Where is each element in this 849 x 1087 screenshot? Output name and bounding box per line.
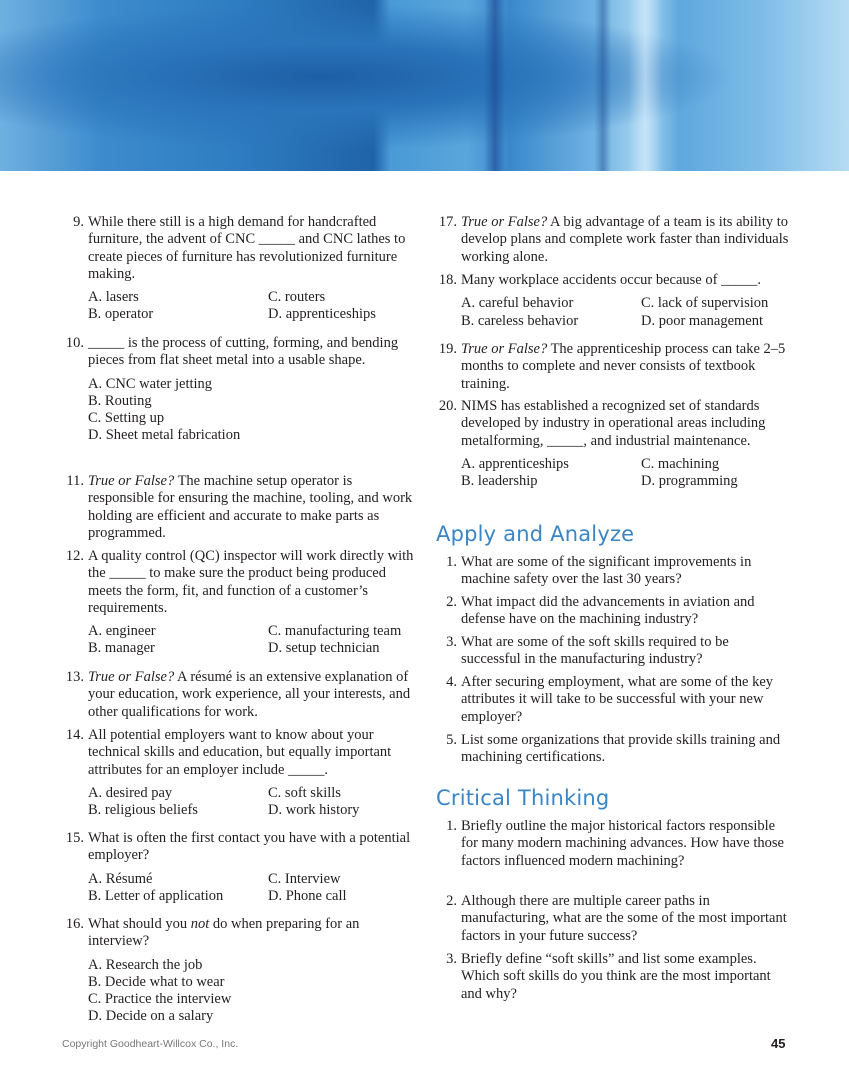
question-item — [446, 732, 791, 767]
question-text-segment: Although there are multiple career paths in manufacturing, what are the some of the most important factors in your future success? — [461, 893, 787, 944]
answer-option: A. apprenticeships — [461, 455, 569, 472]
answer-option: B. operator — [88, 306, 154, 323]
answer-option: C. Interview — [268, 870, 341, 887]
question-number: 5. — [446, 732, 457, 748]
question-text-segment: A quality control (QC) inspector will work directly with the _____ to make sure the product being produced meets the form, fit, and function of a customer’s requirements. — [88, 548, 414, 616]
question-number: 4. — [446, 674, 457, 690]
answer-option: A. engineer — [88, 623, 156, 640]
question-text-segment: True or False? — [461, 341, 548, 357]
question-text-segment: What are some of the soft skills required to be successful in the manufacturing industry? — [461, 634, 729, 668]
question-text-segment: What impact did the advancements in aviation and defense have on the machining industry? — [461, 594, 755, 628]
question-number: 9. — [73, 214, 84, 230]
question-text — [88, 335, 418, 370]
question-item — [438, 341, 791, 393]
question-number: 2. — [446, 893, 457, 909]
question-text-segment: After securing employment, what are some of the key attributes it will take to be successful with your new employer? — [461, 674, 774, 725]
critical-thinking-heading: Critical Thinking — [436, 786, 610, 810]
question-item — [446, 554, 791, 589]
answer-option: D. work history — [268, 802, 360, 819]
answer-options — [88, 871, 418, 906]
question-item — [73, 214, 418, 324]
answer-options — [461, 295, 791, 330]
question-number: 18. — [438, 272, 457, 288]
question-text-segment: _____ is the process of cutting, forming, and bending pieces from flat sheet metal into a usable shape. — [88, 335, 399, 369]
answer-option: B. careless behavior — [461, 312, 579, 329]
question-text — [88, 548, 418, 617]
question-item — [446, 818, 791, 870]
question-item — [446, 594, 791, 629]
question-text-segment: True or False? — [88, 473, 175, 489]
question-number: 12. — [65, 548, 84, 564]
header-banner-image — [0, 0, 849, 171]
question-text-segment: True or False? — [88, 669, 175, 685]
question-text-segment: What should you — [88, 916, 191, 932]
question-text-segment: do when preparing for an interview? — [88, 916, 360, 950]
question-number: 15. — [65, 830, 84, 846]
answer-options — [88, 785, 418, 820]
question-text-segment: NIMS has established a recognized set of standards developed by industry in operational areas including metalforming, _____, and industrial maintenance. — [461, 398, 766, 449]
question-text-segment: Many workplace accidents occur because of _____. — [461, 272, 761, 288]
answer-options — [461, 456, 791, 491]
question-item — [65, 916, 418, 1026]
answer-options — [88, 957, 418, 1026]
question-text — [461, 818, 791, 870]
answer-option: C. Practice the interview — [88, 991, 232, 1008]
question-item — [446, 951, 791, 1003]
question-text — [461, 554, 791, 589]
answer-option: C. Setting up — [88, 410, 165, 427]
question-text-segment: While there still is a high demand for handcrafted furniture, the advent of CNC _____ and CNC lathes to create pieces of furniture has revolutionized furniture making. — [88, 214, 406, 282]
question-text-segment: Briefly define “soft skills” and list some examples. Which soft skills do you think are the most important and why? — [461, 951, 771, 1002]
question-text-segment: A résumé is an extensive explanation of your education, work experience, all your interests, and other qualifications for work. — [88, 669, 411, 720]
question-number: 20. — [438, 398, 457, 414]
answer-options — [88, 376, 418, 445]
question-item — [65, 830, 418, 905]
question-text — [461, 893, 791, 945]
answer-option: D. setup technician — [268, 640, 380, 657]
question-item — [65, 669, 418, 721]
question-text — [461, 398, 791, 450]
question-text — [88, 214, 418, 283]
answer-option: B. religious beliefs — [88, 802, 198, 819]
question-item — [446, 634, 791, 669]
answer-option: A. CNC water jetting — [88, 375, 213, 392]
question-text-segment: True or False? — [461, 214, 548, 230]
question-number: 17. — [438, 214, 457, 230]
question-item — [65, 727, 418, 819]
answer-option: A. Résumé — [88, 870, 153, 887]
answer-option: B. leadership — [461, 473, 538, 490]
answer-option: C. manufacturing team — [268, 623, 402, 640]
question-number: 1. — [446, 554, 457, 570]
answer-option: C. lack of supervision — [641, 295, 769, 312]
answer-option: B. Routing — [88, 392, 152, 409]
question-text — [88, 830, 418, 865]
question-text — [461, 732, 791, 767]
question-number: 1. — [446, 818, 457, 834]
question-item — [65, 548, 418, 658]
question-text — [461, 341, 791, 393]
question-text — [88, 916, 418, 951]
question-item — [438, 398, 791, 490]
question-text-segment: What is often the first contact you have with a potential employer? — [88, 830, 411, 864]
question-text-segment: not — [190, 916, 210, 932]
answer-option: C. routers — [268, 289, 326, 306]
question-text — [88, 473, 418, 542]
question-text — [88, 669, 418, 721]
answer-option: D. programming — [641, 473, 738, 490]
question-text-segment: List some organizations that provide skills training and machining certifications. — [461, 732, 781, 766]
question-text-segment: All potential employers want to know about your technical skills and education, but equally important attributes for an employer include _____. — [88, 727, 392, 778]
answer-option: B. Decide what to wear — [88, 973, 225, 990]
question-item — [65, 335, 418, 445]
question-item — [446, 893, 791, 945]
question-number: 10. — [65, 335, 84, 351]
question-number: 13. — [65, 669, 84, 685]
answer-option: D. apprenticeships — [268, 306, 376, 323]
question-text-segment: The apprenticeship process can take 2–5 months to complete and never consists of textbook training. — [461, 341, 786, 392]
question-text — [461, 674, 791, 726]
question-text-segment: A big advantage of a team is its ability to develop plans and complete work faster than individuals working alone. — [461, 214, 789, 265]
question-item — [446, 674, 791, 726]
question-text-segment: Briefly outline the major historical factors responsible for many modern machining advances. How have those factors influenced modern machining? — [461, 818, 784, 869]
answer-option: A. careful behavior — [461, 295, 574, 312]
copyright-notice: Copyright Goodheart-Willcox Co., Inc. — [62, 1038, 239, 1050]
answer-option: D. Decide on a salary — [88, 1008, 214, 1025]
page-number: 45 — [771, 1036, 786, 1051]
question-number: 2. — [446, 594, 457, 610]
question-item — [438, 272, 791, 330]
question-number: 14. — [65, 727, 84, 743]
answer-option: B. manager — [88, 640, 155, 657]
question-text — [461, 214, 791, 266]
question-text — [88, 727, 418, 779]
question-text — [461, 594, 791, 629]
apply-analyze-heading: Apply and Analyze — [436, 522, 635, 546]
question-number: 3. — [446, 951, 457, 967]
question-number: 16. — [65, 916, 84, 932]
question-text — [461, 272, 791, 289]
answer-option: C. soft skills — [268, 784, 341, 801]
answer-option: A. Research the job — [88, 956, 203, 973]
question-number: 3. — [446, 634, 457, 650]
question-text-segment: The machine setup operator is responsible for ensuring the machine, tooling, and work holding are efficient and accurate to make parts as programmed. — [88, 473, 413, 541]
answer-option: D. poor management — [641, 312, 764, 329]
answer-option: B. Letter of application — [88, 887, 224, 904]
question-item — [66, 473, 418, 542]
question-text — [461, 634, 791, 669]
question-number: 19. — [438, 341, 457, 357]
question-number: 11. — [66, 473, 84, 489]
answer-option: A. desired pay — [88, 784, 173, 801]
answer-options — [88, 289, 418, 324]
question-text-segment: What are some of the significant improvements in machine safety over the last 30 years? — [461, 554, 752, 588]
answer-option: A. lasers — [88, 289, 139, 306]
answer-option: D. Phone call — [268, 887, 347, 904]
answer-options — [88, 623, 418, 658]
question-text — [461, 951, 791, 1003]
question-item — [438, 214, 791, 266]
answer-option: D. Sheet metal fabrication — [88, 427, 241, 444]
answer-option: C. machining — [641, 455, 720, 472]
